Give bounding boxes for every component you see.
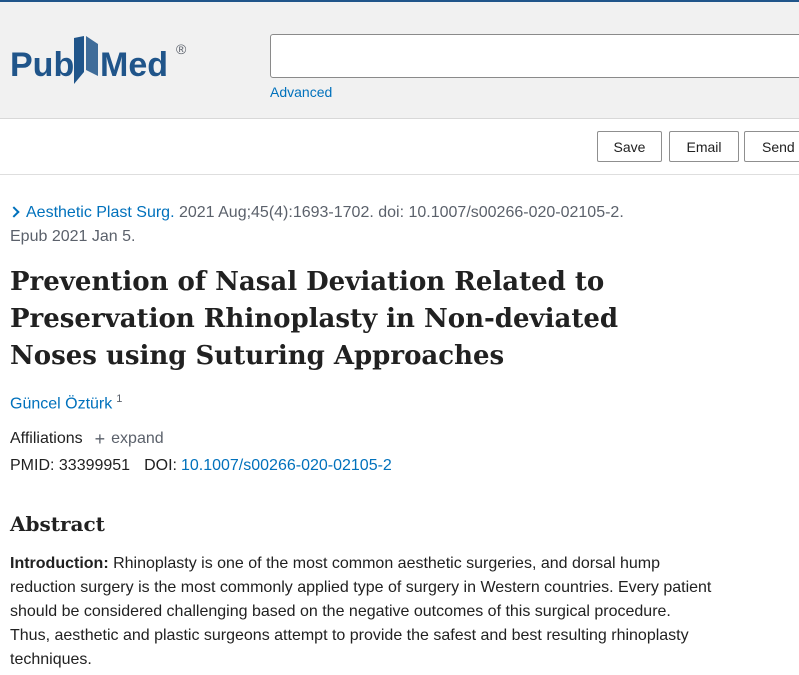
advanced-search-link[interactable]: Advanced: [270, 84, 333, 100]
author-list: [10, 393, 122, 413]
author-affiliation-number[interactable]: 1: [116, 393, 123, 405]
header-bar: [0, 0, 799, 119]
plus-icon: +: [94, 429, 106, 449]
journal-link[interactable]: Aesthetic Plast Surg.: [26, 204, 175, 221]
logo-med-text: Med: [100, 46, 168, 84]
search-input[interactable]: [270, 34, 799, 78]
affiliations-label: Affiliations: [10, 430, 83, 447]
save-button[interactable]: Save: [597, 131, 662, 162]
doi-link[interactable]: 10.1007/s00266-020-02105-2: [180, 457, 392, 474]
email-button[interactable]: Email: [669, 131, 739, 162]
doi-label: DOI:: [144, 457, 177, 474]
citation-epub: Epub 2021 Jan 5.: [10, 228, 136, 245]
affiliations-toggle[interactable]: [10, 430, 164, 448]
abstract-heading: Abstract: [10, 512, 105, 536]
author-link[interactable]: Güncel Öztürk: [10, 395, 113, 413]
logo-pub-text: Pub: [10, 46, 75, 84]
abstract-intro-text: Rhinoplasty is one of the most common aesthetic surgeries, and dorsal hump reduction surgery is the most commonly applied type of surgery in Western countries. Every patient should be considered challenging based on the negative outcomes of this surgical procedure. Thus, aesthetic and plastic surgeons attempt to provide the safest and best resulting rhinoplasty techniques.: [10, 555, 712, 668]
logo-book-icon: [74, 36, 84, 84]
article-identifiers: [10, 457, 392, 475]
article-citation: [10, 201, 710, 249]
abstract-introduction: [10, 552, 715, 672]
expand-label[interactable]: expand: [111, 430, 164, 447]
pubmed-logo[interactable]: [10, 32, 200, 88]
article-title: Prevention of Nasal Deviation Related to Preservation Rhinoplasty in Non-deviated Noses using Suturing Approaches: [10, 267, 619, 371]
pmid: PMID: 33399951: [10, 457, 131, 474]
chevron-right-icon: [8, 206, 19, 217]
logo-registered-mark: ®: [176, 41, 187, 57]
action-bar: [0, 119, 799, 175]
abstract-intro-label: Introduction:: [10, 555, 109, 572]
send-to-button[interactable]: Send: [744, 131, 799, 162]
citation-details: 2021 Aug;45(4):1693-1702. doi: 10.1007/s00266-020-02105-2.: [174, 204, 624, 221]
